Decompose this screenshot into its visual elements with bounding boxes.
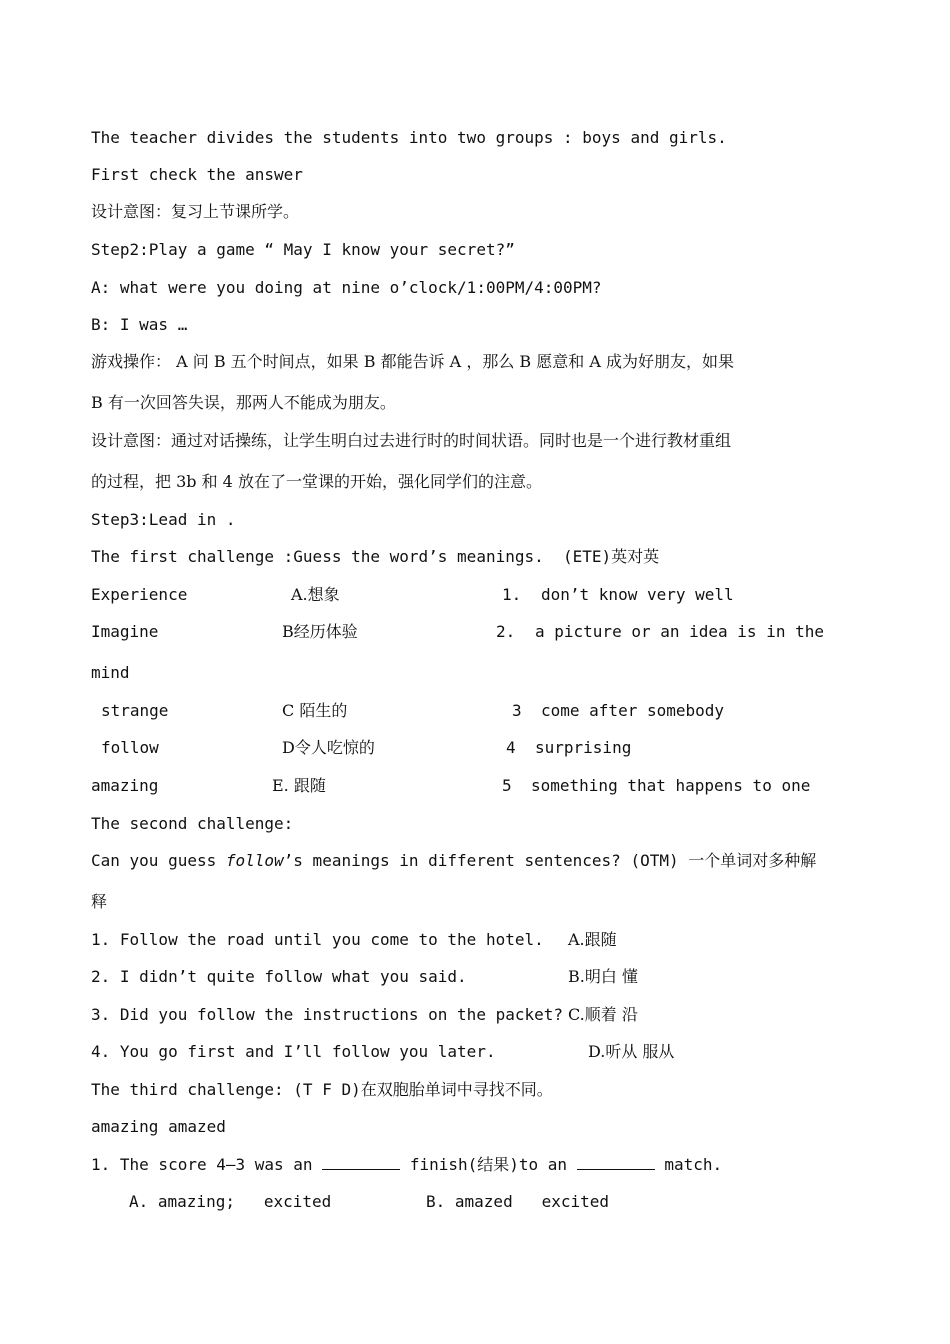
- sentence-item: 1. Follow the road until you come to the hotel.: [91, 930, 544, 949]
- text-line: 的过程，把 3b 和 4 放在了一堂课的开始，强化同学们的注意。: [91, 472, 542, 491]
- sentence-meaning: B.明白 懂: [568, 967, 638, 986]
- step-heading: Step3:Lead in .: [91, 510, 236, 529]
- match-word: Experience: [91, 585, 188, 604]
- question-keyword: follow: [225, 851, 284, 870]
- text-line: 设计意图：通过对话操练，让学生明白过去进行时的时间状语。同时也是一个进行教材重组: [91, 431, 732, 450]
- match-wrap: mind: [91, 663, 130, 682]
- text-line: B 有一次回答失误，那两人不能成为朋友。: [91, 393, 396, 412]
- step-heading: Step2:Play a game “ May I know your secret?”: [91, 240, 515, 259]
- sentence-item: 4. You go first and I’ll follow you later.: [91, 1042, 496, 1061]
- match-num: 4: [506, 738, 516, 757]
- match-def: come after somebody: [541, 701, 725, 720]
- match-def: something that happens to one: [531, 776, 811, 795]
- match-num: 3: [512, 701, 522, 720]
- question-text: 1. The score 4—3 was an: [91, 1155, 323, 1174]
- match-word: Imagine: [91, 622, 159, 641]
- challenge-heading: The third challenge: (T F D)在双胞胎单词中寻找不同。: [91, 1080, 553, 1099]
- challenge-question: [91, 851, 816, 871]
- text-line: The teacher divides the students into two groups : boys and girls.: [91, 128, 727, 147]
- match-num: 2.: [496, 622, 516, 641]
- match-def: don’t know very well: [541, 585, 734, 604]
- text-line: 设计意图：复习上节课所学。: [91, 202, 300, 221]
- challenge-heading: The first challenge :Guess the word’s meanings. (ETE)英对英: [91, 547, 660, 566]
- match-def: surprising: [535, 738, 632, 757]
- option-b: B. amazed excited: [426, 1192, 610, 1211]
- question-text: finish(结果)to an: [400, 1155, 577, 1174]
- fill-question: [91, 1155, 722, 1175]
- match-word: amazing: [91, 776, 159, 795]
- challenge-question-wrap: 释: [91, 892, 108, 911]
- text-line: First check the answer: [91, 165, 303, 184]
- match-word: strange: [101, 701, 169, 720]
- match-cn: E. 跟随: [272, 776, 326, 795]
- text-line: A: what were you doing at nine o’clock/1:00PM/4:00PM?: [91, 278, 602, 297]
- match-num: 1.: [502, 585, 522, 604]
- sentence-item: 2. I didn’t quite follow what you said.: [91, 967, 467, 986]
- question-text: Can you guess: [91, 851, 226, 870]
- match-num: 5: [502, 776, 512, 795]
- text-line: 游戏操作： A 问 B 五个时间点，如果 B 都能告诉 A ，那么 B 愿意和 A 成为好朋友，如果: [91, 352, 734, 371]
- match-cn: A.想象: [291, 585, 340, 604]
- match-cn: B经历体验: [282, 622, 358, 641]
- match-cn: C 陌生的: [282, 701, 348, 720]
- sentence-meaning: C.顺着 沿: [568, 1005, 638, 1024]
- question-text: match.: [654, 1155, 723, 1174]
- text-line: B: I was …: [91, 315, 188, 334]
- match-word: follow: [101, 738, 159, 757]
- sentence-meaning: A.跟随: [568, 930, 617, 949]
- word-pair: amazing amazed: [91, 1117, 226, 1136]
- answer-blank: [577, 1155, 655, 1170]
- match-cn: D令人吃惊的: [282, 738, 375, 757]
- sentence-item: 3. Did you follow the instructions on the packet?: [91, 1005, 564, 1024]
- match-def: a picture or an idea is in the: [535, 622, 824, 641]
- answer-blank: [322, 1155, 400, 1170]
- challenge-heading: The second challenge:: [91, 814, 294, 833]
- option-a: A. amazing; excited: [129, 1192, 332, 1211]
- question-text: ’s meanings in different sentences? (OTM) 一个单词对多种解: [283, 851, 817, 870]
- sentence-meaning: D.听从 服从: [588, 1042, 675, 1061]
